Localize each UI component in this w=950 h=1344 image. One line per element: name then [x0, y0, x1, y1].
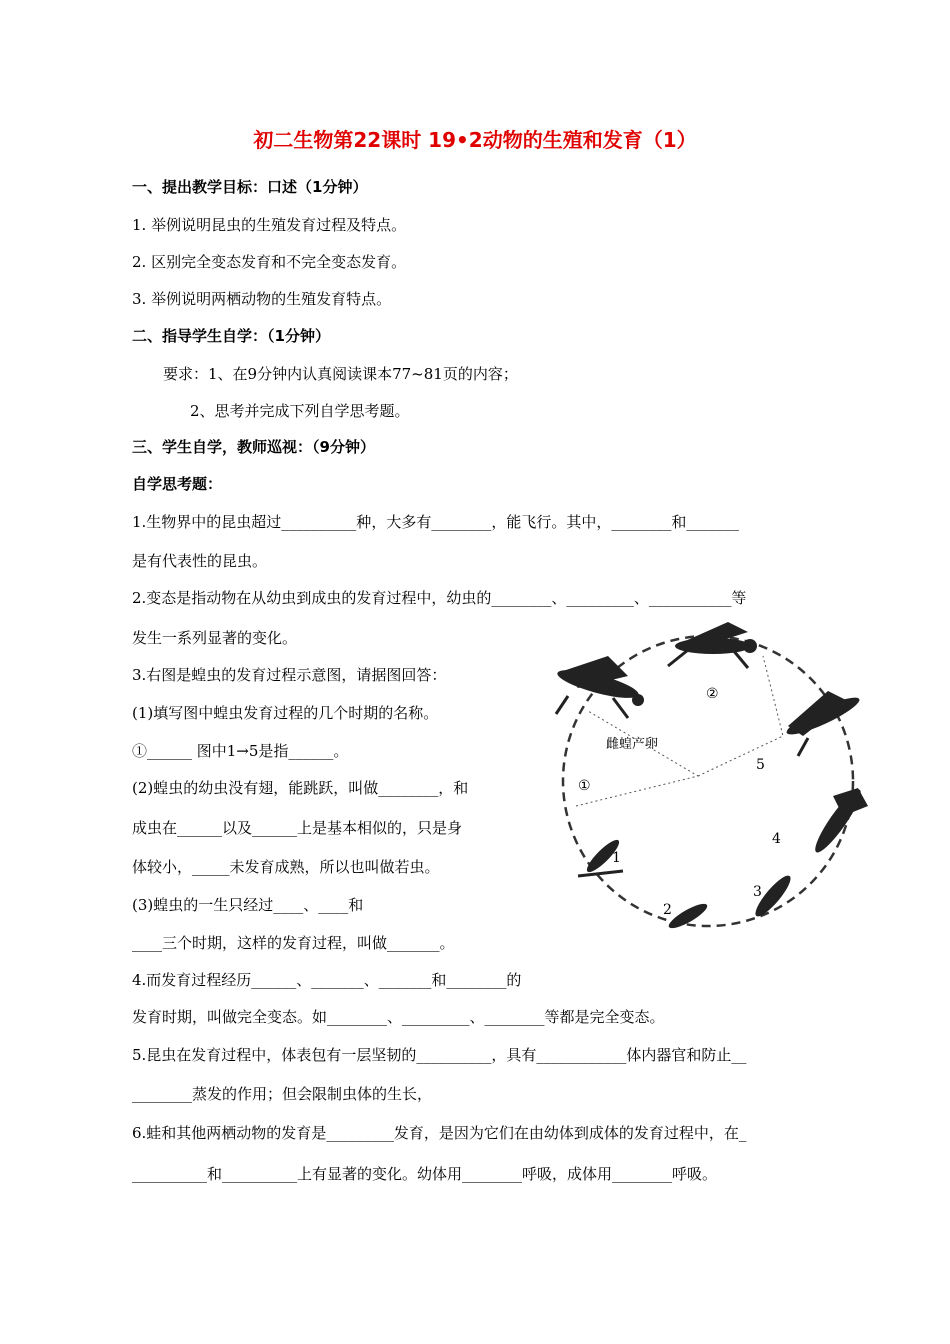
adult-locust-top-icon — [668, 622, 757, 668]
page-title: 初二生物第22课时 19•2动物的生殖和发育（1） — [253, 128, 697, 152]
label-stage-1-circle: ① — [578, 778, 591, 794]
section1-heading: 一、提出教学目标：口述（1分钟） — [132, 178, 368, 196]
label-2: 2 — [663, 902, 672, 918]
question-3-part-3-end: ____三个时期，这样的发育过程，叫做_______。 — [132, 934, 455, 952]
label-3: 3 — [753, 884, 762, 900]
locust-development-diagram — [548, 616, 888, 946]
question-1-line-2: 是有代表性的昆虫。 — [132, 552, 268, 570]
requirement-1: 要求：1、在9分钟内认真阅读课本77~81页的内容； — [163, 365, 518, 383]
egg-sector-lines — [576, 711, 698, 806]
center-label: 雌蝗产卵 — [606, 737, 659, 752]
question-3-part-2: (2)蝗虫的幼虫没有翅，能跳跃，叫做________，和 — [132, 779, 469, 797]
question-3-part-2-cont: 成虫在______以及______上是基本相似的，只是身 — [132, 819, 463, 837]
question-2-line-2: 发生一系列显著的变化。 — [132, 629, 298, 647]
nymph-stage-5-icon — [783, 691, 862, 756]
question-5-line-2: ________蒸发的作用；但会限制虫体的生长， — [132, 1085, 433, 1103]
question-6-line-1: 6.蛙和其他两栖动物的发育是_________发育，是因为它们在由幼体到成体的发育过程中，在_ — [132, 1124, 747, 1142]
nymph-sector-lines — [698, 656, 783, 776]
question-4-line-1: 4.而发育过程经历______、_______、_______和________的 — [132, 971, 522, 989]
section3-heading: 三、学生自学，教师巡视：（9分钟） — [132, 438, 375, 456]
question-3-intro: 3.右图是蝗虫的发育过程示意图，请据图回答： — [132, 666, 447, 684]
question-3-part-1: (1)填写图中蝗虫发育过程的几个时期的名称。 — [132, 704, 439, 722]
label-5: 5 — [756, 757, 765, 773]
objective-item: 1. 举例说明昆虫的生殖发育过程及特点。 — [132, 216, 407, 234]
objective-item: 3. 举例说明两栖动物的生殖发育特点。 — [132, 290, 392, 308]
question-3-part-3: (3)蝗虫的一生只经过____、____和 — [132, 896, 364, 914]
nymph-stage-2-icon — [666, 900, 710, 932]
question-1-line-1: 1.生物界中的昆虫超过__________种，大多有________，能飞行。其中，________和_______ — [132, 513, 739, 531]
requirement-2: 2、思考并完成下列自学思考题。 — [190, 402, 410, 420]
question-2-line-1: 2.变态是指动物在从幼虫到成虫的发育过程中，幼虫的________、_________、___________等 — [132, 589, 747, 607]
question-5-line-1: 5.昆虫在发育过程中，体表包有一层坚韧的__________，具有____________体内器官和防止__ — [132, 1046, 747, 1064]
questions-heading: 自学思考题： — [132, 475, 223, 493]
question-4-line-2: 发育时期，叫做完全变态。如________、_________、________等都是完全变态。 — [132, 1008, 665, 1026]
objective-item: 2. 区别完全变态发育和不完全变态发育。 — [132, 253, 407, 271]
question-3-part-1-blanks: ①______ 图中1→5是指______。 — [132, 742, 349, 760]
label-stage-2-circle: ② — [706, 686, 719, 702]
question-3-part-2-end: 体较小，_____未发育成熟，所以也叫做若虫。 — [132, 858, 440, 876]
laying-locust-icon — [555, 656, 644, 718]
section2-heading: 二、指导学生自学：（1分钟） — [132, 327, 330, 345]
label-1: 1 — [612, 850, 621, 866]
label-4: 4 — [772, 831, 781, 847]
question-6-line-2: __________和__________上有显著的变化。幼体用________呼吸，成体用________呼吸。 — [132, 1165, 718, 1183]
